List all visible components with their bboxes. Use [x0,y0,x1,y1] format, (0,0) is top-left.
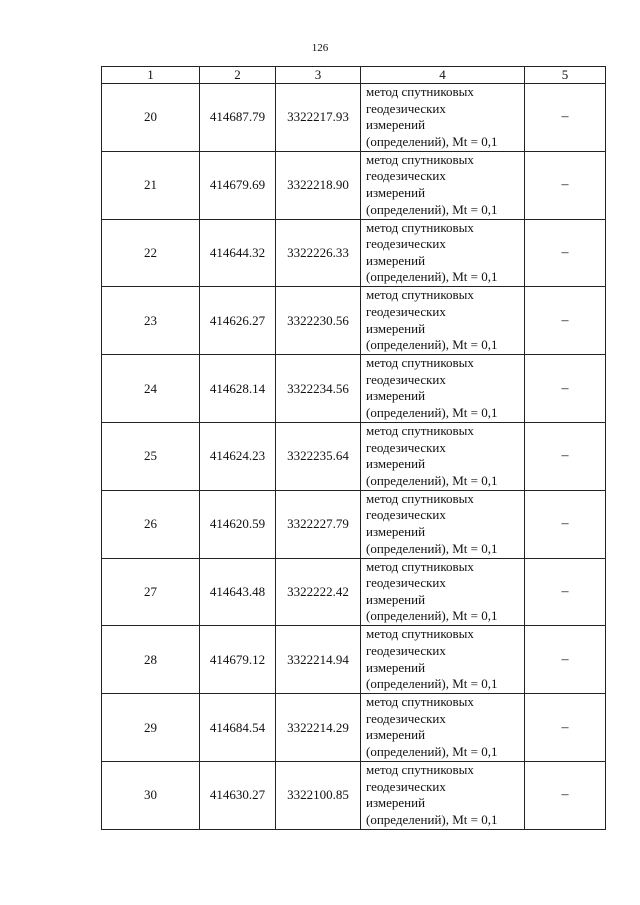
method-text-line: (определений), Mt = 0,1 [366,472,498,488]
method-cell [361,219,525,287]
method-text-line: метод спутниковых [366,558,474,574]
method-cell [361,626,525,694]
coordinates-table [101,66,606,830]
note-cell: – [525,84,606,152]
table-row [102,151,606,219]
point-number-cell: 30 [102,761,200,829]
x-coordinate-cell: 414679.12 [200,626,276,694]
x-coordinate-cell: 414679.69 [200,151,276,219]
method-text-line: (определений), Mt = 0,1 [366,201,498,217]
method-text-line: геодезических [366,575,446,591]
method-text-line: измерений [366,252,426,268]
y-coordinate-cell: 3322235.64 [276,422,361,490]
x-coordinate-cell: 414628.14 [200,355,276,423]
table-row [102,626,606,694]
method-cell [361,558,525,626]
page-number: 126 [311,42,329,54]
note-cell: – [525,694,606,762]
method-text-line: геодезических [366,642,446,658]
method-cell [361,355,525,423]
x-coordinate-cell: 414630.27 [200,761,276,829]
method-cell [361,422,525,490]
note-cell: – [525,355,606,423]
method-text-line: геодезических [366,778,446,794]
x-coordinate-cell: 414684.54 [200,694,276,762]
method-text-line: геодезических [366,168,446,184]
table-row [102,84,606,152]
method-cell [361,490,525,558]
y-coordinate-cell: 3322100.85 [276,761,361,829]
method-cell [361,287,525,355]
method-text-line: (определений), Mt = 0,1 [366,404,498,420]
method-cell [361,694,525,762]
method-text-line: измерений [366,795,426,811]
point-number-cell: 22 [102,219,200,287]
method-text-line: (определений), Mt = 0,1 [366,269,498,285]
method-text-line: геодезических [366,371,446,387]
method-cell [361,151,525,219]
method-text-line: метод спутниковых [366,761,474,777]
note-cell: – [525,490,606,558]
header-col-2: 2 [200,67,276,84]
method-text-line: метод спутниковых [366,355,474,371]
method-text-line: геодезических [366,236,446,252]
method-text-line: (определений), Mt = 0,1 [366,337,498,353]
y-coordinate-cell: 3322226.33 [276,219,361,287]
method-text-line: геодезических [366,303,446,319]
table-body [102,84,606,830]
point-number-cell: 20 [102,84,200,152]
y-coordinate-cell: 3322218.90 [276,151,361,219]
point-number-cell: 21 [102,151,200,219]
method-cell [361,761,525,829]
method-text-line: измерений [366,523,426,539]
table-row [102,287,606,355]
y-coordinate-cell: 3322227.79 [276,490,361,558]
y-coordinate-cell: 3322217.93 [276,84,361,152]
table-row [102,422,606,490]
note-cell: – [525,422,606,490]
method-text-line: метод спутниковых [366,151,474,167]
note-cell: – [525,219,606,287]
method-text-line: измерений [366,117,426,133]
method-text-line: метод спутниковых [366,694,474,710]
method-text-line: измерений [366,320,426,336]
x-coordinate-cell: 414643.48 [200,558,276,626]
method-text-line: (определений), Mt = 0,1 [366,743,498,759]
table-row [102,558,606,626]
point-number-cell: 25 [102,422,200,490]
method-text-line: геодезических [366,100,446,116]
x-coordinate-cell: 414626.27 [200,287,276,355]
point-number-cell: 26 [102,490,200,558]
x-coordinate-cell: 414620.59 [200,490,276,558]
point-number-cell: 24 [102,355,200,423]
note-cell: – [525,558,606,626]
y-coordinate-cell: 3322222.42 [276,558,361,626]
header-col-1: 1 [102,67,200,84]
method-text-line: измерений [366,727,426,743]
method-cell [361,84,525,152]
point-number-cell: 28 [102,626,200,694]
table-row [102,761,606,829]
y-coordinate-cell: 3322214.94 [276,626,361,694]
method-text-line: метод спутниковых [366,626,474,642]
header-col-5: 5 [525,67,606,84]
header-col-4: 4 [361,67,525,84]
note-cell: – [525,287,606,355]
table-row [102,490,606,558]
point-number-cell: 23 [102,287,200,355]
x-coordinate-cell: 414687.79 [200,84,276,152]
method-text-line: метод спутниковых [366,219,474,235]
x-coordinate-cell: 414624.23 [200,422,276,490]
method-text-line: (определений), Mt = 0,1 [366,676,498,692]
header-col-3: 3 [276,67,361,84]
x-coordinate-cell: 414644.32 [200,219,276,287]
y-coordinate-cell: 3322214.29 [276,694,361,762]
table-row [102,355,606,423]
note-cell: – [525,761,606,829]
method-text-line: метод спутниковых [366,84,474,99]
note-cell: – [525,626,606,694]
method-text-line: измерений [366,659,426,675]
method-text-line: измерений [366,456,426,472]
method-text-line: (определений), Mt = 0,1 [366,608,498,624]
method-text-line: геодезических [366,710,446,726]
method-text-line: (определений), Mt = 0,1 [366,133,498,149]
method-text-line: геодезических [366,507,446,523]
table-row [102,219,606,287]
method-text-line: метод спутниковых [366,287,474,303]
method-text-line: геодезических [366,439,446,455]
method-text-line: измерений [366,591,426,607]
y-coordinate-cell: 3322230.56 [276,287,361,355]
y-coordinate-cell: 3322234.56 [276,355,361,423]
method-text-line: метод спутниковых [366,490,474,506]
table-row [102,694,606,762]
method-text-line: измерений [366,388,426,404]
method-text-line: (определений), Mt = 0,1 [366,811,498,827]
method-text-line: метод спутниковых [366,422,474,438]
note-cell: – [525,151,606,219]
method-text-line: (определений), Mt = 0,1 [366,540,498,556]
method-text-line: измерений [366,184,426,200]
point-number-cell: 29 [102,694,200,762]
table-header-row [102,67,606,84]
point-number-cell: 27 [102,558,200,626]
